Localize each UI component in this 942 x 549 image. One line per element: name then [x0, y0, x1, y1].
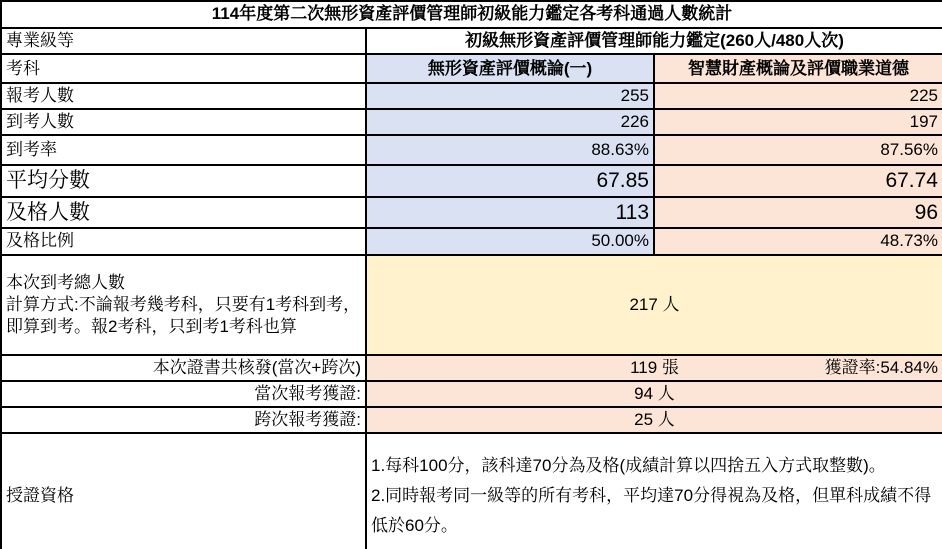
value-cell-subject1: 67.85: [366, 165, 654, 196]
attendance-total-label-line1: 本次到考總人數: [6, 272, 125, 292]
attendance-total-label: [1, 255, 366, 355]
subject-row-label: 考科: [1, 54, 366, 83]
attendance-total-label-line2: 計算方式:不論報考幾考科，只要有1考科到考，即算到考。報2考科，只到考1考科也算: [6, 294, 361, 336]
table-row: [1, 433, 942, 549]
subject-column-header-1: 無形資產評價概論(一): [366, 54, 654, 83]
certificates-rate: 獲證率:54.84%: [824, 357, 938, 377]
table-row: [1, 228, 942, 255]
value-cell-subject2: 225: [654, 83, 942, 109]
certificates-value: 119 張: [630, 357, 679, 377]
current-batch-value: 94 人: [366, 381, 942, 407]
table-row: [1, 83, 942, 109]
table-row: [1, 197, 942, 228]
value-cell-subject1: 226: [366, 109, 654, 135]
current-batch-label: 當次報考獲證:: [1, 381, 366, 407]
certificates-label: 本次證書共核發(當次+跨次): [1, 355, 366, 381]
value-cell-subject2: 48.73%: [654, 228, 942, 255]
table-row: [1, 109, 942, 135]
qualification-rule-2: 2.同時報考同一級等的所有考科，平均達70分得視為及格，但單科成績不得低於60分。: [371, 485, 932, 535]
value-cell-subject2: 197: [654, 109, 942, 135]
value-cell-subject2: 87.56%: [654, 135, 942, 165]
value-cell-subject2: 96: [654, 197, 942, 228]
qualification-label: 授證資格: [1, 433, 366, 549]
cross-batch-label: 跨次報考獲證:: [1, 407, 366, 433]
table-row: [1, 135, 942, 165]
table-row: [1, 255, 942, 355]
row-label: 到考人數: [1, 109, 366, 135]
value-cell-subject1: 50.00%: [366, 228, 654, 255]
certificates-value-cell: [366, 355, 942, 381]
level-label: 專業級等: [1, 28, 366, 54]
row-label: 到考率: [1, 135, 366, 165]
row-label: 及格比例: [1, 228, 366, 255]
value-cell-subject1: 88.63%: [366, 135, 654, 165]
table-title: 114年度第二次無形資產評價管理師初級能力鑑定各考科通過人數統計: [1, 1, 942, 28]
table-row: [1, 355, 942, 381]
value-cell-subject2: 67.74: [654, 165, 942, 196]
qualification-rules: [366, 433, 942, 549]
qualification-rule-1: 1.每科100分，該科達70分為及格(成績計算以四捨五入方式取整數)。: [371, 455, 886, 475]
row-label: 報考人數: [1, 83, 366, 109]
row-label: 平均分數: [1, 165, 366, 196]
value-cell-subject1: 255: [366, 83, 654, 109]
level-value: 初級無形資產評價管理師能力鑑定(260人/480人次): [366, 28, 942, 54]
subject-column-header-2: 智慧財產概論及評價職業道德: [654, 54, 942, 83]
cross-batch-value: 25 人: [366, 407, 942, 433]
value-cell-subject1: 113: [366, 197, 654, 228]
table-row: [1, 165, 942, 196]
attendance-total-value: 217 人: [366, 255, 942, 355]
table-row: [1, 407, 942, 433]
table-row: [1, 381, 942, 407]
row-label: 及格人數: [1, 197, 366, 228]
